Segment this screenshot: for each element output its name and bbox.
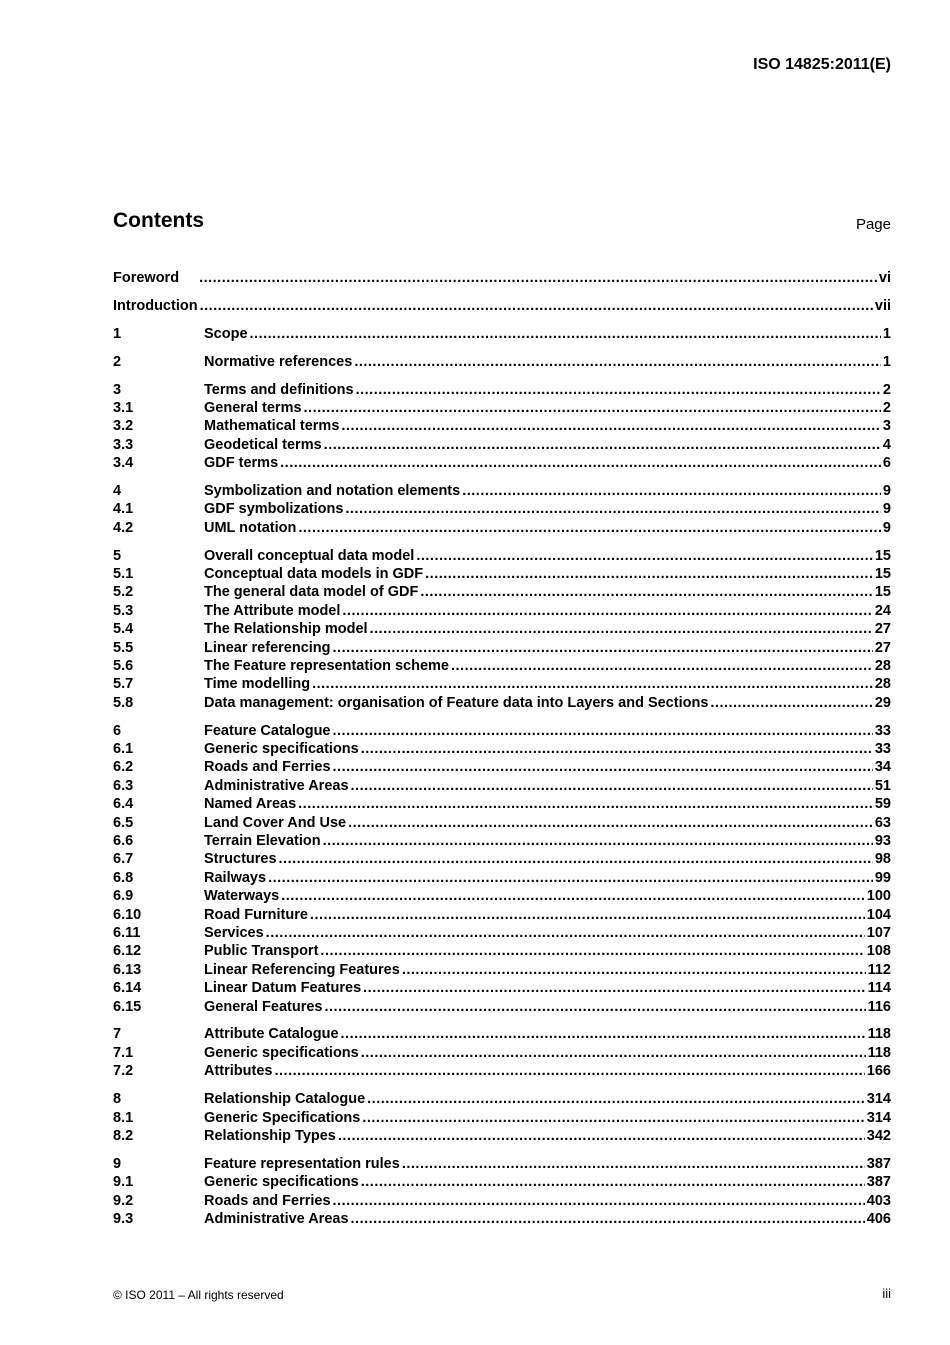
toc-entry-page: 28 [874,676,891,693]
toc-entry[interactable] [113,832,891,850]
toc-entry-title: Conceptual data models in GDF [204,566,424,583]
copyright-notice: © ISO 2011 – All rights reserved [113,1288,284,1302]
toc-entry-number: 7.2 [113,1063,134,1080]
toc-leader-dots [320,942,864,960]
toc-entry-page: 114 [867,980,891,997]
toc-leader-dots [333,639,873,657]
toc-entry-title: GDF terms [204,455,279,472]
toc-leader-dots [710,694,872,712]
toc-entry-page: 33 [874,722,891,739]
toc-entry-number: 6 [113,722,122,739]
toc-entry-title: Linear Referencing Features [204,961,400,978]
toc-leader-dots [348,814,873,832]
toc-entry-page: 15 [874,584,891,601]
toc-entry-page: 387 [866,1174,891,1191]
toc-leader-dots [425,565,873,583]
toc-entry[interactable] [113,381,891,399]
toc-entry-page: 6 [882,455,891,472]
toc-leader-dots [420,583,873,601]
toc-entry-title: Roads and Ferries [204,759,331,776]
toc-entry-title: Administrative Areas [204,777,349,794]
toc-group [113,722,891,1016]
toc-entry[interactable] [113,1155,891,1173]
toc-entry[interactable] [113,519,891,537]
toc-entry[interactable] [113,1090,891,1108]
toc-entry[interactable] [113,740,891,758]
toc-leader-dots [268,869,873,887]
toc-leader-dots [279,850,873,868]
toc-entry-title: Introduction [113,297,198,314]
toc-entry-title: Feature Catalogue [204,722,331,739]
toc-leader-dots [280,454,881,472]
toc-entry-title: Time modelling [204,676,311,693]
toc-leader-dots [250,325,881,343]
toc-leader-dots [324,436,881,454]
toc-entry[interactable] [113,1173,891,1191]
toc-leader-dots [402,961,866,979]
toc-entry-page: 15 [874,566,891,583]
toc-entry-number: 6.13 [113,961,142,978]
toc-leader-dots [354,353,881,371]
toc-entry-title: The general data model of GDF [204,584,419,601]
toc-leader-dots [333,722,873,740]
toc-entry-number: 6.3 [113,777,134,794]
toc-entry-number: 6.5 [113,814,134,831]
toc-entry[interactable] [113,675,891,693]
toc-leader-dots [342,602,872,620]
toc-entry-number: 5.6 [113,658,134,675]
toc-entry-page: 2 [882,399,891,416]
toc-entry-title: Generic specifications [204,741,359,758]
document-id: ISO 14825:2011(E) [753,56,891,73]
toc-entry[interactable] [113,269,891,287]
toc-entry-page: 314 [866,1091,891,1108]
page-column-label: Page [855,216,891,233]
toc-group [113,1155,891,1229]
toc-entry-number: 3.3 [113,436,134,453]
toc-entry-page: 342 [866,1127,891,1144]
toc-group [113,325,891,343]
toc-entry-page: 9 [882,519,891,536]
toc-leader-dots [298,519,881,537]
toc-entry-number: 3.1 [113,399,134,416]
toc-entry-title: Normative references [204,353,353,370]
toc-entry-number: 8.2 [113,1127,134,1144]
toc-leader-dots [416,547,873,565]
toc-entry-number: 5.1 [113,566,134,583]
toc-entry[interactable] [113,906,891,924]
toc-entry-page: 4 [882,436,891,453]
toc-entry-title: Public Transport [204,943,319,960]
toc-leader-dots [361,1044,866,1062]
toc-entry-page: 406 [866,1210,891,1227]
toc-entry-page: 118 [867,1026,891,1043]
toc-entry-page: 100 [866,888,891,905]
toc-entry-number: 6.8 [113,869,134,886]
toc-group [113,381,891,473]
toc-entry[interactable] [113,454,891,472]
toc-leader-dots [462,482,881,500]
toc-leader-dots [363,979,865,997]
toc-leader-dots [402,1155,865,1173]
toc-entry-number: 5.5 [113,639,134,656]
toc-entry-title: Services [204,925,264,941]
toc-entry-number: 6.15 [113,998,142,1015]
toc-leader-dots [361,740,873,758]
toc-entry-page: 34 [874,759,891,776]
toc-entry[interactable] [113,482,891,500]
toc-leader-dots [310,906,865,924]
toc-leader-dots [298,795,873,813]
toc-entry[interactable] [113,1044,891,1062]
toc-entry-page: 29 [874,694,891,711]
toc-entry-title: Terrain Elevation [204,833,321,850]
toc-entry-page: 314 [866,1109,891,1126]
toc-entry-title: Feature representation rules [204,1155,400,1172]
toc-leader-dots [333,1192,865,1210]
toc-entry-page: 51 [874,777,891,794]
toc-entry[interactable] [113,924,891,942]
toc-entry-title: Data management: organisation of Feature data into Layers and Sections [204,694,709,711]
toc-entry-title: Administrative Areas [204,1210,349,1227]
toc-entry-title: General Features [204,998,323,1015]
toc-entry-title: Road Furniture [204,906,308,923]
toc-leader-dots [312,675,873,693]
toc-entry-number: 7.1 [113,1044,134,1061]
toc-entry-title: The Relationship model [204,621,368,638]
toc-entry-page: 116 [867,998,891,1015]
toc-entry[interactable] [113,998,891,1016]
toc-entry[interactable] [113,777,891,795]
toc-leader-dots [199,269,877,287]
toc-entry-number: Foreword [113,270,180,286]
toc-entry-number: 5 [113,547,122,564]
page-title: Contents [113,209,204,232]
page-number: iii [882,1286,891,1301]
toc-group [113,482,891,537]
toc-entry-page: 387 [866,1155,891,1172]
toc-entry-number: 7 [113,1026,122,1043]
toc-group [113,269,891,287]
toc-entry-number: 6.14 [113,980,142,997]
toc-entry-title: Terms and definitions [204,381,354,398]
toc-leader-dots [361,1173,865,1191]
toc-entry-page: 107 [866,925,891,941]
toc-entry-number: 9.1 [113,1174,134,1191]
toc-entry[interactable] [113,1025,891,1043]
toc-entry-page: vi [878,270,891,286]
toc-entry-title: Overall conceptual data model [204,547,415,564]
toc-entry-page: 1 [882,325,891,342]
toc-group [113,1025,891,1080]
toc-entry-number: 5.4 [113,621,134,638]
toc-entry[interactable] [113,887,891,905]
toc-entry-title: Relationship Types [204,1127,336,1144]
toc-entry-page: 118 [867,1044,891,1061]
toc-entry-page: vii [874,297,891,314]
toc-entry[interactable] [113,979,891,997]
toc-entry[interactable] [113,500,891,518]
toc-entry-page: 99 [874,869,891,886]
toc-entry-title: Geodetical terms [204,436,322,453]
toc-entry[interactable] [113,657,891,675]
toc-entry-number: 8 [113,1091,122,1108]
toc-leader-dots [345,500,881,518]
toc-entry-page: 112 [867,961,891,978]
toc-leader-dots [338,1127,865,1145]
toc-entry-number: 6.12 [113,943,142,960]
toc-entry[interactable] [113,436,891,454]
toc-entry-title: GDF symbolizations [204,501,344,518]
toc-entry[interactable] [113,722,891,740]
toc-entry-page: 27 [874,639,891,656]
toc-entry-page: 15 [874,547,891,564]
toc-entry-number: 6.1 [113,741,134,758]
toc-leader-dots [370,620,873,638]
toc-entry-number: 9 [113,1155,122,1172]
toc-entry-title: Linear referencing [204,639,331,656]
toc-leader-dots [341,417,881,435]
toc-entry-number: 6.7 [113,851,134,868]
toc-entry-title: Generic Specifications [204,1109,361,1126]
toc-entry[interactable] [113,583,891,601]
toc-entry-number: 5.7 [113,676,134,693]
toc-entry-page: 2 [882,381,891,398]
toc-entry-title: Named Areas [204,796,297,813]
table-of-contents [113,269,891,1238]
toc-entry-title: Generic specifications [204,1044,359,1061]
toc-entry-title: Generic specifications [204,1174,359,1191]
toc-leader-dots [333,758,873,776]
toc-entry[interactable] [113,353,891,371]
toc-entry-page: 1 [882,353,891,370]
toc-entry-number: 9.2 [113,1192,134,1209]
toc-entry[interactable] [113,814,891,832]
toc-entry-number: 1 [113,325,122,342]
toc-entry-title: Scope [204,325,248,342]
toc-entry[interactable] [113,297,891,315]
toc-entry-page: 28 [874,658,891,675]
toc-entry[interactable] [113,795,891,813]
toc-leader-dots [266,924,865,942]
toc-entry-number: 5.2 [113,584,134,601]
toc-entry[interactable] [113,417,891,435]
toc-entry-title: General terms [204,399,302,416]
toc-entry-number: 6.2 [113,759,134,776]
toc-entry-page: 9 [882,501,891,518]
toc-leader-dots [323,832,873,850]
toc-entry[interactable] [113,639,891,657]
toc-entry-page: 63 [874,814,891,831]
toc-leader-dots [274,1062,864,1080]
toc-leader-dots [281,887,865,905]
toc-entry[interactable] [113,1062,891,1080]
toc-entry[interactable] [113,850,891,868]
toc-entry-number: 4.2 [113,519,134,536]
toc-entry-number: 9.3 [113,1210,134,1227]
toc-entry-page: 108 [866,943,891,960]
toc-entry[interactable] [113,565,891,583]
toc-entry[interactable] [113,869,891,887]
toc-entry-title: Attribute Catalogue [204,1026,339,1043]
toc-entry-page: 403 [866,1192,891,1209]
toc-entry[interactable] [113,1109,891,1127]
toc-entry-number: 8.1 [113,1109,134,1126]
toc-entry-title: Railways [204,869,267,886]
toc-leader-dots [362,1109,864,1127]
toc-entry-title: Mathematical terms [204,418,340,435]
toc-entry-title: Attributes [204,1063,273,1080]
toc-entry[interactable] [113,942,891,960]
toc-entry-number: 6.4 [113,796,134,813]
toc-entry-number: 6.10 [113,906,142,923]
toc-entry-title: Structures [204,851,277,868]
toc-entry[interactable] [113,602,891,620]
toc-entry-number: 6.11 [113,925,141,941]
toc-entry-page: 104 [866,906,891,923]
toc-entry-title: Symbolization and notation elements [204,483,461,500]
toc-entry-number: 5.8 [113,694,134,711]
toc-entry-number: 4 [113,483,122,500]
toc-entry-page: 33 [874,741,891,758]
toc-entry-page: 24 [874,602,891,619]
toc-leader-dots [356,381,881,399]
toc-entry-number: 2 [113,353,122,370]
toc-entry-title: Linear Datum Features [204,980,362,997]
toc-leader-dots [351,1210,865,1228]
toc-entry[interactable] [113,547,891,565]
toc-group [113,297,891,315]
toc-entry-page: 3 [882,418,891,435]
toc-group [113,353,891,371]
toc-entry[interactable] [113,399,891,417]
toc-entry-page: 98 [874,851,891,868]
toc-entry-number: 3.4 [113,455,134,472]
toc-entry-title: Relationship Catalogue [204,1091,366,1108]
toc-entry-page: 93 [874,833,891,850]
toc-entry[interactable] [113,1192,891,1210]
toc-entry-title: UML notation [204,519,297,536]
toc-leader-dots [367,1090,865,1108]
toc-entry[interactable] [113,961,891,979]
toc-entry-number: 4.1 [113,501,134,518]
toc-group [113,547,891,713]
toc-entry-title: The Feature representation scheme [204,658,449,675]
toc-leader-dots [304,399,881,417]
toc-entry-number: 6.6 [113,833,134,850]
toc-entry-page: 27 [874,621,891,638]
toc-entry-page: 59 [874,796,891,813]
toc-leader-dots [451,657,873,675]
toc-entry[interactable] [113,758,891,776]
toc-leader-dots [351,777,873,795]
toc-entry-page: 166 [866,1063,891,1080]
toc-leader-dots [341,1025,866,1043]
toc-leader-dots [200,297,873,315]
toc-leader-dots [324,998,865,1016]
toc-entry-number: 6.9 [113,888,134,905]
toc-entry-number: 3 [113,381,122,398]
toc-entry-title: Land Cover And Use [204,814,347,831]
toc-entry-title: Waterways [204,888,280,905]
toc-entry[interactable] [113,325,891,343]
toc-entry-page: 9 [882,483,891,500]
toc-group [113,1090,891,1145]
toc-entry-title: Roads and Ferries [204,1192,331,1209]
toc-entry-number: 3.2 [113,418,134,435]
toc-entry[interactable] [113,1210,891,1228]
toc-entry[interactable] [113,694,891,712]
toc-entry-title: The Attribute model [204,602,341,619]
toc-entry[interactable] [113,1127,891,1145]
toc-entry[interactable] [113,620,891,638]
toc-entry-number: 5.3 [113,602,134,619]
